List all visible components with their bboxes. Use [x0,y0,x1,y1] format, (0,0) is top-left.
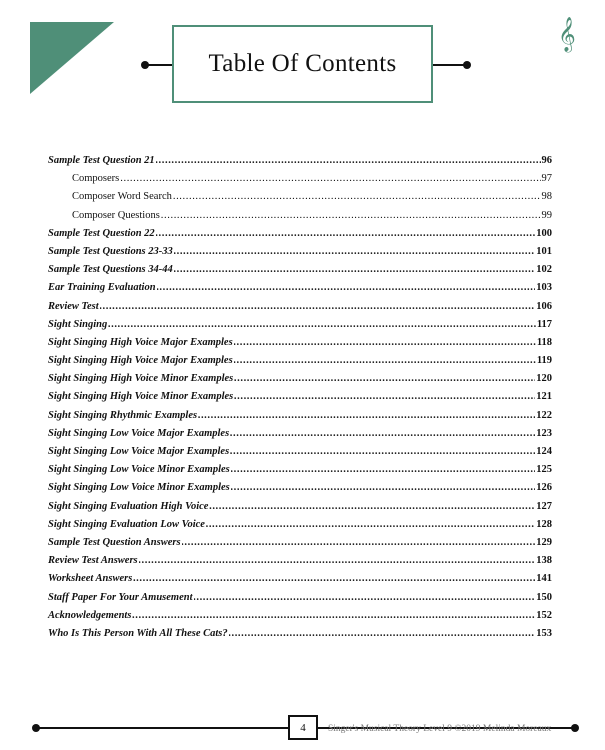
toc-dot-leader [174,246,536,257]
toc-dot-leader [132,610,535,621]
page-number: 4 [300,721,306,734]
toc-entry [48,428,552,446]
page-number-box [288,715,318,740]
header-rule-left [145,64,173,66]
toc-entry-label: Sight Singing High Voice Major Examples [48,336,233,348]
toc-dot-leader [161,210,541,221]
toc-entry-label: Sample Test Questions 34-44 [48,264,173,276]
header-rule-right-dot [463,61,471,69]
toc-entry-page: 106 [536,300,552,312]
toc-entry-page: 152 [536,609,552,621]
toc-entry-page: 138 [536,555,552,567]
toc-entry-label: Acknowledgements [48,609,132,621]
toc-entry [48,482,552,500]
toc-dot-leader [182,537,536,548]
toc-entry-label: Sight Singing [48,318,108,330]
toc-entry-label: Sight Singing Rhythmic Examples [48,409,198,421]
toc-entry-label: Sight Singing Low Voice Minor Examples [48,464,230,476]
toc-entry-page: 127 [536,500,552,512]
toc-entry [48,501,552,519]
corner-triangle-decoration [30,22,114,94]
toc-dot-leader [206,519,535,530]
toc-entry-page: 126 [536,482,552,494]
toc-entry-page: 118 [536,336,552,348]
toc-entry [48,573,552,591]
toc-entry [48,410,552,428]
toc-entry-page: 120 [536,373,552,385]
toc-entry-label: Who Is This Person With All These Cats? [48,627,228,639]
toc-entry-label: Sight Singing Low Voice Minor Examples [48,482,230,494]
toc-entry-page: 125 [536,464,552,476]
footer-rule-right-dot [571,724,579,732]
toc-entry-label: Review Test Answers [48,555,138,567]
toc-dot-leader [230,428,535,439]
toc-entry [48,537,552,555]
toc-entry [48,592,552,610]
table-of-contents [48,155,552,646]
toc-entry-page: 124 [536,446,552,457]
toc-entry-page: 102 [536,264,552,276]
toc-entry-label: Review Test [48,300,99,312]
toc-entry-page: 98 [541,191,552,203]
toc-dot-leader [198,410,535,421]
toc-dot-leader [100,301,536,312]
header-rule-right [433,64,467,66]
toc-entry-label: Sight Singing Evaluation High Voice [48,500,209,512]
toc-entry-label: Sight Singing Evaluation Low Voice [48,518,205,530]
toc-dot-leader [139,555,536,566]
toc-entry-label: Sample Test Question Answers [48,536,181,548]
toc-entry-page: 97 [541,173,552,185]
toc-dot-leader [174,264,536,275]
toc-entry [48,391,552,409]
toc-entry [48,301,552,319]
toc-entry-page: 128 [536,518,552,530]
toc-entry [48,228,552,246]
toc-dot-leader [234,373,535,384]
toc-dot-leader [231,464,535,475]
page-title: Table Of Contents [208,50,397,77]
toc-dot-leader [173,191,541,202]
toc-entry-page: 100 [536,227,552,239]
toc-entry [48,246,552,264]
toc-entry [48,628,552,646]
toc-entry-label: Sight Singing Low Voice Major Examples [48,427,230,439]
toc-entry-label: Sample Test Question 21 [48,155,155,166]
footer-credit: Singer's Musical Theory Level 9 ©2019 Melinda Moreaux [328,724,552,734]
toc-entry-page: 117 [536,318,552,330]
toc-entry-page: 103 [536,282,552,294]
toc-entry-label: Sight Singing High Voice Major Examples [48,355,233,367]
footer-rule-left-dot [32,724,40,732]
toc-entry [48,555,552,573]
toc-entry-page: 153 [536,627,552,639]
header-rule-left-dot [141,61,149,69]
toc-dot-leader [234,337,536,348]
toc-entry [48,373,552,391]
toc-entry [48,610,552,628]
toc-dot-leader [231,482,535,493]
toc-entry-label: Composers [72,173,120,185]
toc-dot-leader [194,592,536,603]
toc-entry-label: Sight Singing High Voice Minor Examples [48,373,234,385]
toc-entry-label: Composer Word Search [72,191,172,203]
toc-entry-label: Sample Test Questions 23-33 [48,245,173,257]
toc-entry [48,191,552,209]
toc-entry [48,355,552,373]
toc-entry-label: Sight Singing Low Voice Major Examples [48,446,230,457]
toc-entry [48,282,552,300]
toc-entry-page: 119 [536,355,552,367]
toc-entry-label: Worksheet Answers [48,573,133,585]
toc-entry-page: 123 [536,427,552,439]
toc-entry-page: 99 [541,209,552,221]
toc-entry-page: 101 [536,245,552,257]
toc-entry [48,319,552,337]
toc-entry-page: 129 [536,536,552,548]
toc-entry [48,155,552,173]
toc-entry-page: 150 [536,591,552,603]
toc-entry-label: Sample Test Question 22 [48,227,155,239]
toc-dot-leader [120,173,540,184]
toc-dot-leader [108,319,536,330]
toc-dot-leader [234,391,535,402]
toc-entry-page: 141 [536,573,552,585]
toc-entry [48,446,552,464]
toc-entry [48,337,552,355]
toc-dot-leader [133,573,535,584]
toc-entry-page: 122 [536,409,552,421]
toc-entry-label: Composer Questions [72,209,160,221]
toc-entry [48,519,552,537]
footer-rule-left [36,727,288,729]
title-box [172,25,433,103]
toc-entry-label: Ear Training Evaluation [48,282,156,294]
toc-dot-leader [156,228,536,239]
toc-entry-page: 121 [536,391,552,403]
toc-entry [48,264,552,282]
toc-dot-leader [229,628,536,639]
treble-clef-icon: 𝄞 [558,17,576,52]
toc-entry-label: Staff Paper For Your Amusement [48,591,193,603]
toc-entry-label: Sight Singing High Voice Minor Examples [48,391,234,403]
toc-dot-leader [234,355,536,366]
toc-dot-leader [209,501,535,512]
toc-entry [48,464,552,482]
toc-entry [48,173,552,191]
toc-entry [48,210,552,228]
toc-dot-leader [156,155,541,166]
toc-entry-page: 96 [541,155,552,166]
toc-dot-leader [157,282,536,293]
toc-dot-leader [230,446,535,457]
